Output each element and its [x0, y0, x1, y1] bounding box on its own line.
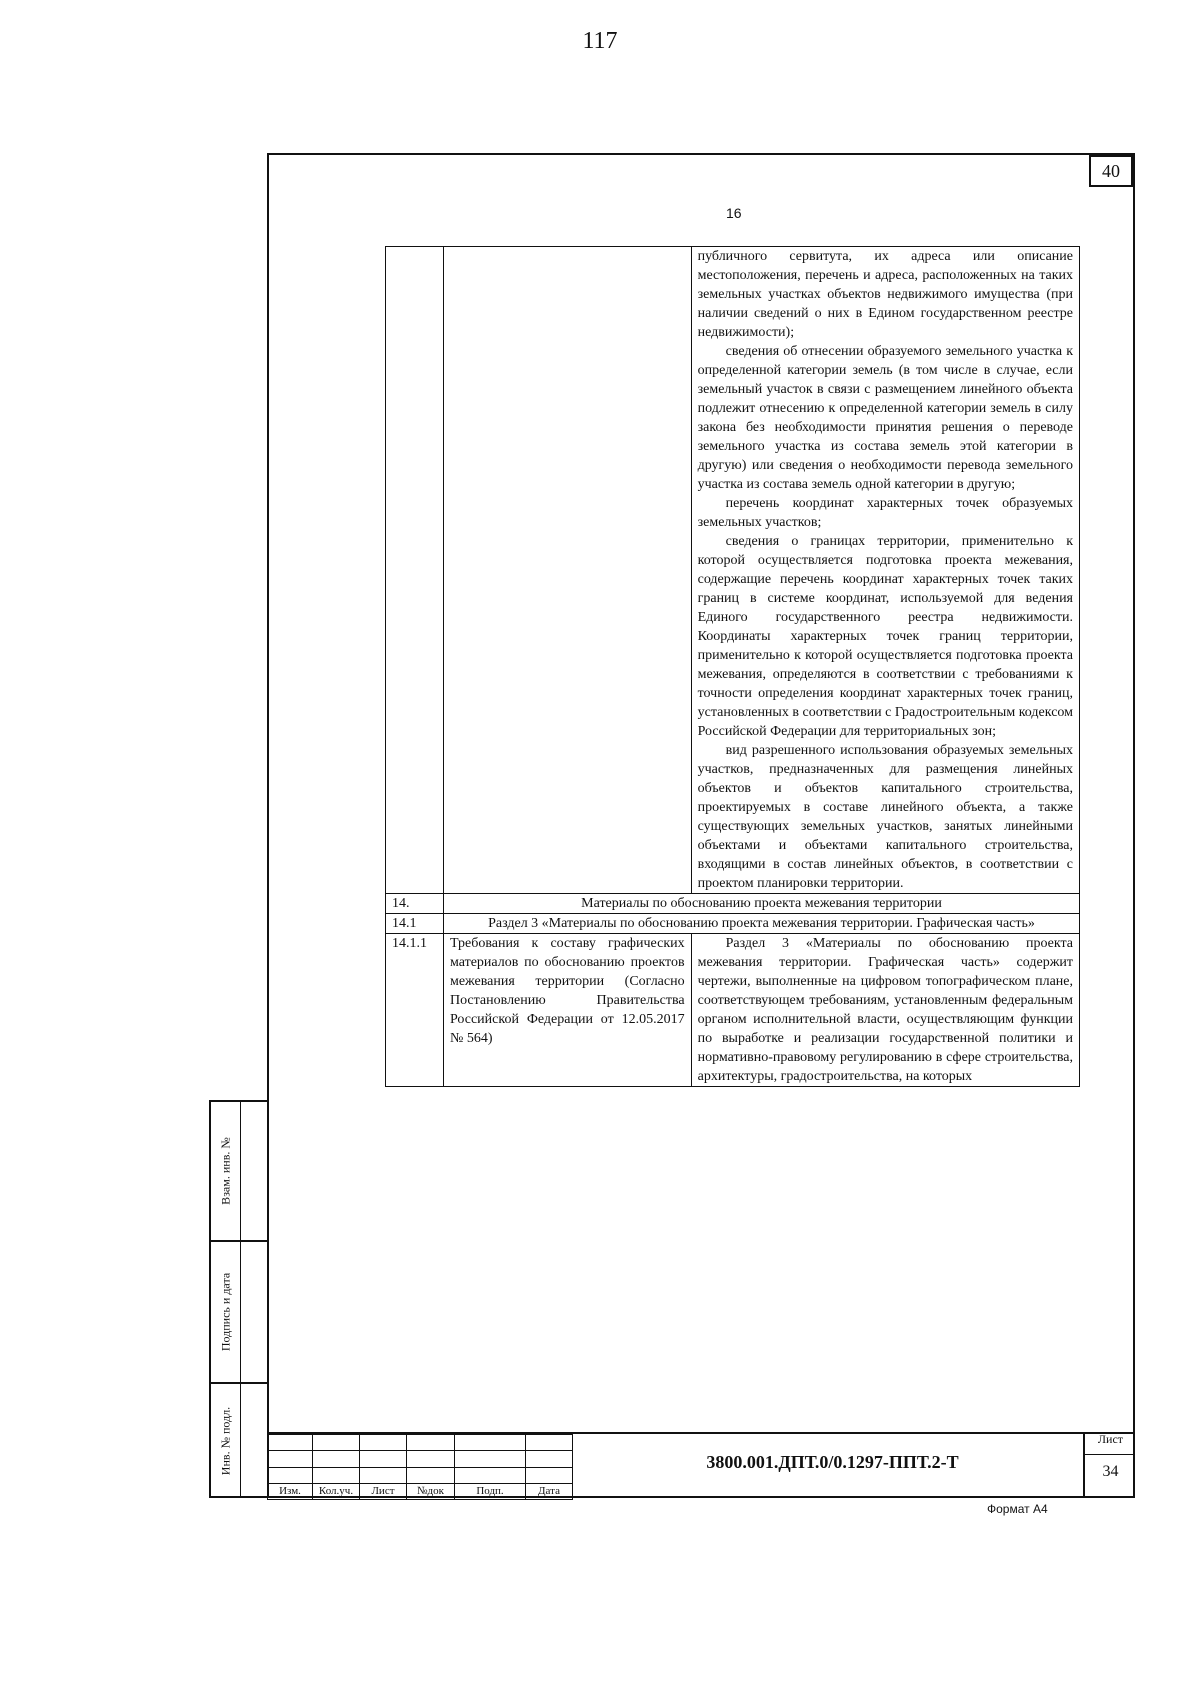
paragraph: перечень координат характерных точек образуемых земельных участков;: [697, 496, 1073, 530]
cell-requirement-empty: [443, 247, 691, 894]
sheet-number-box: 40: [1089, 155, 1133, 187]
stamp-label: Инв. № подл.: [218, 1406, 232, 1476]
inner-page-number: 16: [726, 205, 742, 221]
paragraph: публичного сервитута, их адреса или описание местоположения, перечень и адреса, расположенных на таких земельных участках объектов недвижимого имущества (при наличии сведений о них в Едином государственном реестре недвижимости);: [697, 249, 1073, 340]
document-code: 3800.001.ДПТ.0/0.1297-ППТ.2-Т: [706, 1452, 959, 1472]
page-number: 117: [582, 28, 618, 54]
header-ndok: №док: [407, 1483, 455, 1499]
section-title: Материалы по обоснованию проекта межевания территории: [443, 894, 1079, 914]
table-row: [386, 934, 1080, 1087]
paragraph: вид разрешенного использования образуемых земельных участков, предназначенных для размещения линейных объектов и объектов капитального строительства, проектируемых в составе линейного объекта, а также существующих земельных участков, занятых линейными объектами и объектами капитального строительства, входящими в состав линейных объектов, в соответствии с проектом планировки территории.: [697, 743, 1073, 891]
requirements-table: [385, 246, 1080, 1087]
revision-grid: [267, 1434, 573, 1500]
row-number: 14.1.1: [386, 934, 444, 1087]
cell-description-continued: [691, 247, 1079, 894]
requirement-cell: Требования к составу графических материалов по обоснованию проектов межевания территории (Согласно Постановлению Правительства Российской Федерации от 12.05.2017 № 564): [443, 934, 691, 1087]
paragraph: сведения о границах территории, применительно к которой осуществляется подготовка проекта межевания, содержащие перечень координат характерных точек таких границ в системе координат, используемой для ведения Единого государственного реестра недвижимости. Координаты характерных точек границ территории, применительно к которой осуществляется подготовка проекта межевания, определяются в соответствии с требованиями к точности определения координат характерных точек границ, установленных в соответствии с Градостроительным кодексом Российской Федерации для территориальных зон;: [697, 534, 1073, 739]
revision-header-row: [268, 1483, 573, 1499]
paragraph: Раздел 3 «Материалы по обоснованию проекта межевания территории. Графическая часть» содержит чертежи, выполненные на цифровом топографическом плане, соответствующем требованиям, установленным федеральным органом исполнительной власти, осуществляющим функции по выработке и реализации государственной политики и нормативно-правовому регулированию в сфере строительства, архитектуры, градостроительства, на которых: [697, 936, 1073, 1084]
stamp-label: Подпись и дата: [218, 1272, 232, 1352]
table-row: [386, 914, 1080, 934]
row-number: 14.: [386, 894, 444, 914]
paragraph: сведения об отнесении образуемого земельного участка к определенной категории земель (в том числе в случае, если земельный участок в связи с размещением линейного объекта подлежит отнесению к определенной категории земель в силу закона без необходимости принятия решения о переводе земельного участка из состава земель этой категории в другую) или сведения о необходимости перевода земельного участка из состава земель одной категории в другую;: [697, 344, 1073, 492]
sheet-label: Лист: [1097, 1432, 1124, 1446]
stamp-cell-inv: [211, 1384, 267, 1498]
header-izm: Изм.: [268, 1483, 313, 1499]
stamp-cell-podpis: [211, 1242, 267, 1384]
header-list: Лист: [360, 1483, 407, 1499]
stamp-label: Взам. инв. №: [218, 1137, 232, 1205]
row-number: 14.1: [386, 914, 444, 934]
side-stamp: [209, 1100, 267, 1498]
section-title: Раздел 3 «Материалы по обоснованию проекта межевания территории. Графическая часть»: [443, 914, 1079, 934]
sheet-value: 34: [1102, 1463, 1119, 1480]
table-row: [386, 894, 1080, 914]
cell-num-empty: [386, 247, 444, 894]
table-row: [386, 247, 1080, 894]
header-kol-uch: Кол.уч.: [313, 1483, 360, 1499]
description-cell: [691, 934, 1079, 1087]
stamp-cell-vzam: [211, 1102, 267, 1242]
header-data: Дата: [526, 1483, 573, 1499]
header-podp: Подп.: [455, 1483, 526, 1499]
format-label: Формат А4: [987, 1502, 1048, 1516]
